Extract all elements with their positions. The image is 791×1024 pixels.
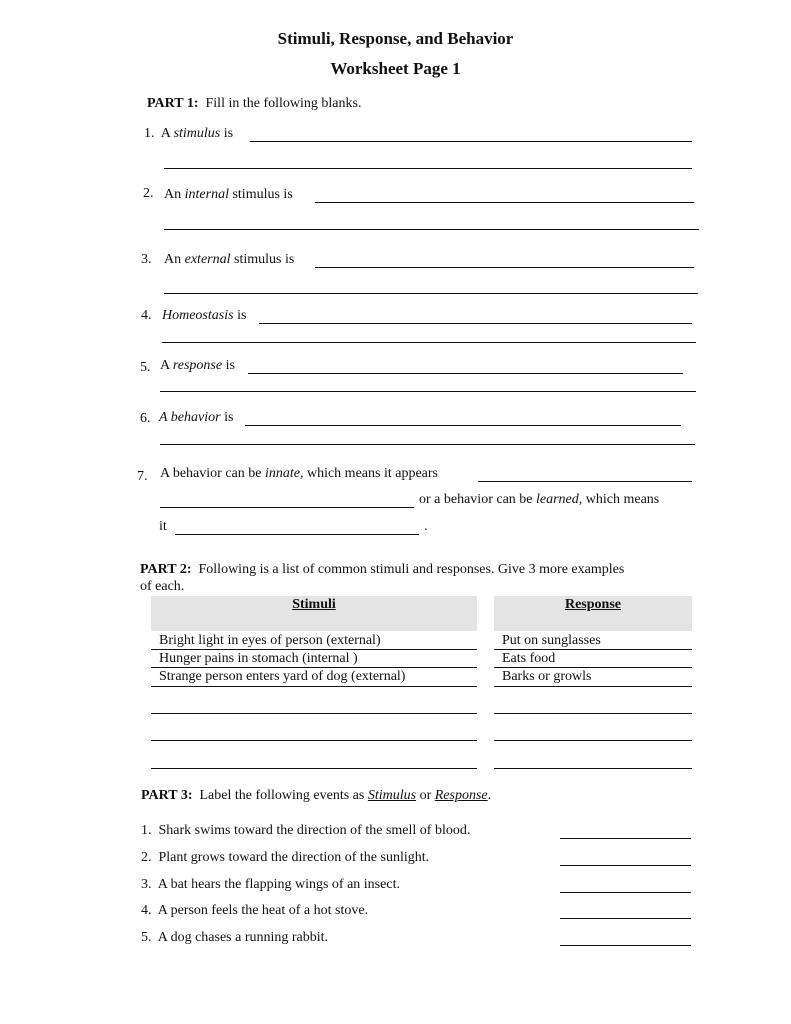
label-blank-4[interactable] bbox=[560, 918, 691, 919]
item-term: Homeostasis bbox=[162, 308, 234, 323]
item-prefix: A bbox=[160, 126, 174, 141]
event-text: A bat hears the flapping wings of an insect. bbox=[157, 877, 400, 892]
part2-label: PART 2: bbox=[140, 562, 192, 577]
item-prefix: An bbox=[164, 252, 185, 267]
part1-item-4-number: 4. bbox=[141, 308, 152, 323]
part3-instruction: Label the following events as bbox=[199, 788, 368, 803]
item-suffix: is bbox=[233, 308, 247, 323]
stimulus-cell: Bright light in eyes of person (external) bbox=[159, 633, 381, 648]
item-suffix: is bbox=[222, 358, 235, 373]
part1-item-1 bbox=[144, 126, 233, 142]
item7-text: or a behavior can be bbox=[419, 492, 536, 507]
response-column-header bbox=[494, 596, 692, 631]
item-number: 1. bbox=[144, 126, 155, 141]
response-blank-2[interactable] bbox=[494, 740, 692, 741]
worksheet-subtitle: Worksheet Page 1 bbox=[330, 59, 461, 78]
item-number: 2. bbox=[141, 850, 152, 865]
item-suffix: stimulus is bbox=[230, 252, 295, 267]
response-word: Response bbox=[434, 788, 488, 803]
row-divider bbox=[151, 667, 477, 668]
answer-blank-3a[interactable] bbox=[315, 267, 694, 268]
part1-item-2-number: 2. bbox=[143, 186, 154, 201]
row-divider bbox=[151, 649, 477, 650]
part2-heading bbox=[140, 562, 624, 578]
item-prefix: A bbox=[160, 358, 173, 373]
answer-blank-5a[interactable] bbox=[248, 373, 683, 374]
end-period: . bbox=[487, 788, 492, 803]
response-header-label: Response bbox=[564, 597, 621, 612]
part1-item-7-line2 bbox=[419, 492, 659, 508]
part1-item-7-line3-start: it bbox=[159, 519, 167, 534]
response-cell: Eats food bbox=[502, 651, 556, 666]
answer-blank-4a[interactable] bbox=[259, 323, 692, 324]
stimulus-cell: Hunger pains in stomach (internal ) bbox=[159, 651, 358, 666]
item-number: 4. bbox=[141, 903, 152, 918]
item-suffix: stimulus is bbox=[228, 187, 293, 202]
row-divider bbox=[494, 667, 692, 668]
part1-item-6-number: 6. bbox=[140, 411, 151, 426]
label-blank-5[interactable] bbox=[560, 945, 691, 946]
stimulus-word: Stimulus bbox=[367, 788, 417, 803]
part3-item-1 bbox=[141, 823, 470, 839]
answer-blank-1a[interactable] bbox=[250, 141, 692, 142]
part1-item-7-line1 bbox=[160, 466, 438, 482]
item7-text: A behavior can be bbox=[160, 466, 265, 481]
response-blank-3[interactable] bbox=[494, 768, 692, 769]
row-divider bbox=[494, 649, 692, 650]
event-text: A person feels the heat of a hot stove. bbox=[157, 903, 369, 918]
item7-text: which means bbox=[582, 492, 660, 507]
row-divider bbox=[494, 686, 692, 687]
item-prefix: An bbox=[164, 187, 185, 202]
part1-item-5 bbox=[160, 358, 235, 374]
answer-blank-6b[interactable] bbox=[160, 444, 695, 445]
stimulus-cell: Strange person enters yard of dog (external) bbox=[159, 669, 406, 684]
response-cell: Barks or growls bbox=[502, 669, 592, 684]
answer-blank-7a[interactable] bbox=[478, 481, 692, 482]
item-term: A behavior bbox=[159, 410, 221, 425]
part3-label: PART 3: bbox=[141, 788, 193, 803]
stimuli-column-header bbox=[151, 596, 477, 631]
part3-item-4 bbox=[141, 903, 368, 919]
answer-blank-5b[interactable] bbox=[160, 391, 696, 392]
part2-instruction: Following is a list of common stimuli and responses. Give 3 more examples bbox=[198, 562, 625, 577]
part1-item-3 bbox=[164, 252, 294, 268]
stimulus-blank-3[interactable] bbox=[151, 768, 477, 769]
part3-item-3 bbox=[141, 877, 400, 893]
item-number: 3. bbox=[141, 877, 152, 892]
item7-term-innate: innate, bbox=[264, 466, 304, 481]
stimulus-blank-2[interactable] bbox=[151, 740, 477, 741]
item-term: response bbox=[172, 358, 223, 373]
item-term: stimulus bbox=[173, 126, 221, 141]
event-text: A dog chases a running rabbit. bbox=[157, 930, 329, 945]
worksheet-title: Stimuli, Response, and Behavior bbox=[277, 29, 514, 48]
part1-item-3-number: 3. bbox=[141, 252, 152, 267]
item-term: external bbox=[184, 252, 231, 267]
part1-heading bbox=[147, 96, 361, 112]
part3-item-5 bbox=[141, 930, 328, 946]
event-text: Plant grows toward the direction of the sunlight. bbox=[158, 850, 430, 865]
answer-blank-7b[interactable] bbox=[160, 507, 414, 508]
item-suffix: is bbox=[220, 126, 234, 141]
part1-item-7-line3-end: . bbox=[424, 519, 428, 534]
part1-item-7-number: 7. bbox=[137, 469, 148, 484]
part3-item-2 bbox=[141, 850, 429, 866]
row-divider bbox=[151, 686, 477, 687]
part1-label: PART 1: bbox=[147, 96, 199, 111]
stimulus-blank-1[interactable] bbox=[151, 713, 477, 714]
item-suffix: is bbox=[220, 410, 234, 425]
event-text: Shark swims toward the direction of the smell of blood. bbox=[158, 823, 471, 838]
stimuli-header-label: Stimuli bbox=[292, 597, 336, 612]
part1-item-2 bbox=[164, 187, 293, 203]
label-blank-2[interactable] bbox=[560, 865, 691, 866]
item-number: 1. bbox=[141, 823, 152, 838]
item-term: internal bbox=[184, 187, 229, 202]
label-blank-3[interactable] bbox=[560, 892, 691, 893]
answer-blank-2a[interactable] bbox=[315, 202, 694, 203]
answer-blank-7c[interactable] bbox=[175, 534, 419, 535]
response-cell: Put on sunglasses bbox=[502, 633, 601, 648]
item-number: 5. bbox=[141, 930, 152, 945]
part1-instruction: Fill in the following blanks. bbox=[205, 96, 362, 111]
answer-blank-6a[interactable] bbox=[245, 425, 681, 426]
answer-blank-3b[interactable] bbox=[164, 293, 698, 294]
part1-item-6 bbox=[159, 410, 233, 426]
answer-blank-1b[interactable] bbox=[164, 168, 692, 169]
answer-blank-4b[interactable] bbox=[162, 342, 696, 343]
part1-item-5-number: 5. bbox=[140, 360, 151, 375]
item7-term-learned: learned, bbox=[536, 492, 583, 507]
part3-heading bbox=[141, 788, 491, 804]
label-blank-1[interactable] bbox=[560, 838, 691, 839]
part1-item-4 bbox=[162, 308, 246, 324]
response-blank-1[interactable] bbox=[494, 713, 692, 714]
answer-blank-2b[interactable] bbox=[164, 229, 699, 230]
part2-instruction-cont: of each. bbox=[140, 579, 185, 594]
or-word: or bbox=[416, 788, 435, 803]
item7-text: which means it appears bbox=[303, 466, 438, 481]
